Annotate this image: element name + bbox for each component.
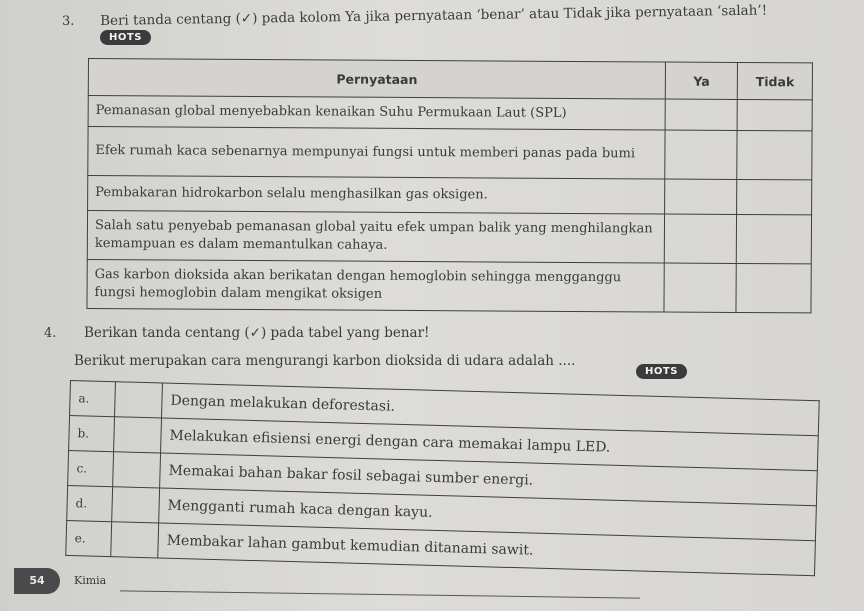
header-no: Tidak [738,62,813,99]
option-letter: d. [67,485,113,521]
option-text: Mengganti rumah kaca dengan kayu. [159,488,817,541]
statement-cell: Pembakaran hidrokarbon selalu menghasilkan gas oksigen. [88,176,665,215]
statement-cell: Pemanasan global menyebabkan kenaikan Suhu Permukaan Laut (SPL) [88,96,665,131]
table-row [88,96,812,131]
yes-checkbox-cell[interactable] [665,179,737,214]
option-checkbox-cell[interactable] [114,417,162,453]
table-header-row [88,59,812,100]
footer-rule [120,590,640,598]
question-4-instruction: Berikan tanda centang (✓) pada tabel yang benar! [84,325,430,341]
table-row [87,259,811,312]
no-checkbox-cell[interactable] [736,263,811,312]
statement-cell: Salah satu penyebab pemanasan global yaitu efek umpan balik yang menghilangkan kemampuan es dalam memantulkan cahaya. [87,211,664,264]
question-4-number: 4. [44,326,57,341]
option-text: Memakai bahan bakar fosil sebagai sumber energi. [160,453,818,506]
no-checkbox-cell[interactable] [737,214,812,263]
option-checkbox-cell[interactable] [112,487,160,523]
option-letter: a. [70,381,116,417]
table-row [87,211,811,264]
option-letter: e. [66,520,112,556]
question-4-prompt: Berikut merupakan cara mengurangi karbon dioksida di udara adalah .... [74,353,576,369]
option-checkbox-cell[interactable] [113,452,161,488]
header-yes: Ya [665,62,738,99]
hots-badge-q4: HOTS [636,364,687,379]
option-checkbox-cell[interactable] [111,522,159,558]
yes-checkbox-cell[interactable] [664,214,737,263]
option-text: Membakar lahan gambut kemudian ditanami sawit. [158,523,816,576]
true-false-table [86,58,813,313]
no-checkbox-cell[interactable] [737,130,812,179]
page-number: 54 [14,568,60,594]
statement-cell: Gas karbon dioksida akan berikatan dengan hemoglobin sehingga mengganggu fungsi hemoglobin dalam mengikat oksigen [87,259,664,312]
yes-checkbox-cell[interactable] [665,99,737,130]
subject-label: Kimia [74,574,107,587]
table-row [88,176,812,215]
yes-checkbox-cell[interactable] [665,130,738,179]
no-checkbox-cell[interactable] [737,179,812,214]
option-text: Dengan melakukan deforestasi. [162,383,820,436]
no-checkbox-cell[interactable] [737,99,812,130]
yes-checkbox-cell[interactable] [664,263,737,312]
question-3-number: 3. [62,14,75,29]
option-checkbox-cell[interactable] [115,382,163,418]
option-letter: b. [69,416,115,452]
option-letter: c. [68,450,114,486]
table-row [88,127,812,180]
statement-cell: Efek rumah kaca sebenarnya mempunyai fungsi untuk memberi panas pada bumi [88,127,665,180]
option-text: Melakukan efisiensi energi dengan cara memakai lampu LED. [161,418,819,471]
header-statement: Pernyataan [88,59,665,100]
question-3-instruction: Beri tanda centang (✓) pada kolom Ya jika pernyataan ‘benar’ atau Tidak jika pernyataan ‘salah’! [100,2,768,29]
hots-badge-q3: HOTS [100,30,151,45]
multiple-choice-table [65,380,819,576]
